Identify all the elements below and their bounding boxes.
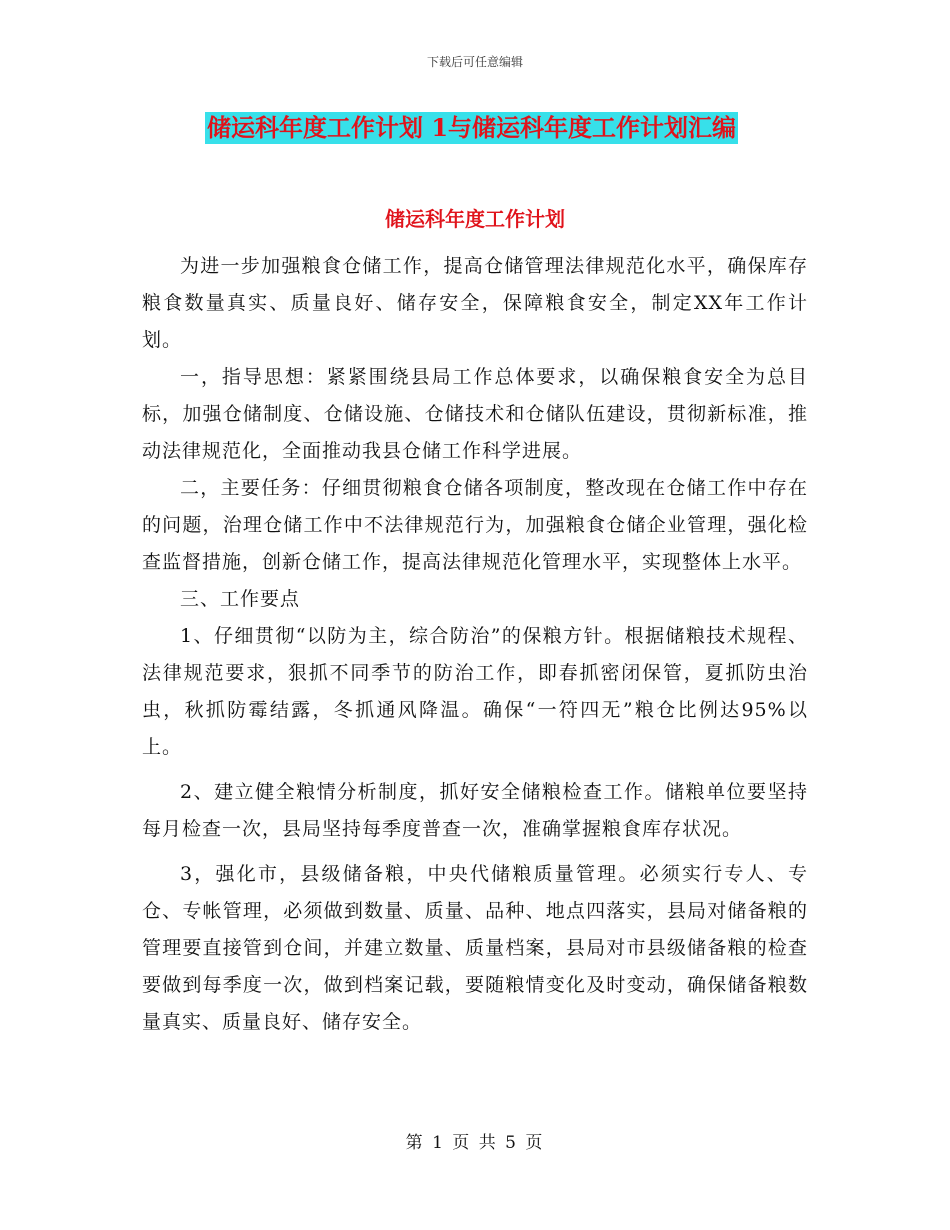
paragraph-work-points-heading: 三、工作要点 (180, 588, 301, 610)
paragraph-point-2: 2、建立健全粮情分析制度，抓好安全储粮检查工作。储粮单位要坚持每月检查一次，县局坚持每季度普查一次，准确掌握粮食库存状况。 (142, 781, 808, 840)
paragraph-point-3: 3，强化市，县级储备粮，中央代储粮质量管理。必须实行专人、专仓、专帐管理，必须做到数量、质量、品种、地点四落实，县局对储备粮的管理要直接管到仓间，并建立数量、质量档案，县局对市县级储备粮的检查要做到每季度一次，做到档案记载，要随粮情变化及时变动，确保储备粮数量真实、质量良好、储存安全。 (142, 863, 808, 1033)
paragraph-main-tasks: 二，主要任务：仔细贯彻粮食仓储各项制度，整改现在仓储工作中存在的问题，治理仓储工作中不法律规范行为，加强粮食仓储企业管理，强化检查监督措施，创新仓储工作，提高法律规范化管理水平，实现整体上水平。 (142, 477, 808, 573)
page-footer: 第 1 页 共 5 页 (405, 1133, 545, 1153)
header-note: 下载后可任意编辑 (426, 55, 523, 69)
section-title: 储运科年度工作计划 (385, 207, 565, 231)
document-title: 储运科年度工作计划 1与储运科年度工作计划汇编 (207, 113, 737, 142)
paragraph-point-1: 1、仔细贯彻“以防为主，综合防治”的保粮方针。根据储粮技术规程、法律规范要求，狠抓不同季节的防治工作，即春抓密闭保管，夏抓防虫治虫，秋抓防霉结露，冬抓通风降温。确保“一符四无”粮仓比例达95%以上。 (142, 625, 808, 758)
document-body (142, 248, 808, 1041)
paragraph-guiding-thought: 一，指导思想：紧紧围绕县局工作总体要求，以确保粮食安全为总目标，加强仓储制度、仓储设施、仓储技术和仓储队伍建设，贯彻新标准，推动法律规范化，全面推动我县仓储工作科学进展。 (142, 366, 808, 462)
paragraph-intro: 为进一步加强粮食仓储工作，提高仓储管理法律规范化水平，确保库存粮食数量真实、质量良好、储存安全，保障粮食安全，制定XX年工作计划。 (142, 255, 808, 351)
